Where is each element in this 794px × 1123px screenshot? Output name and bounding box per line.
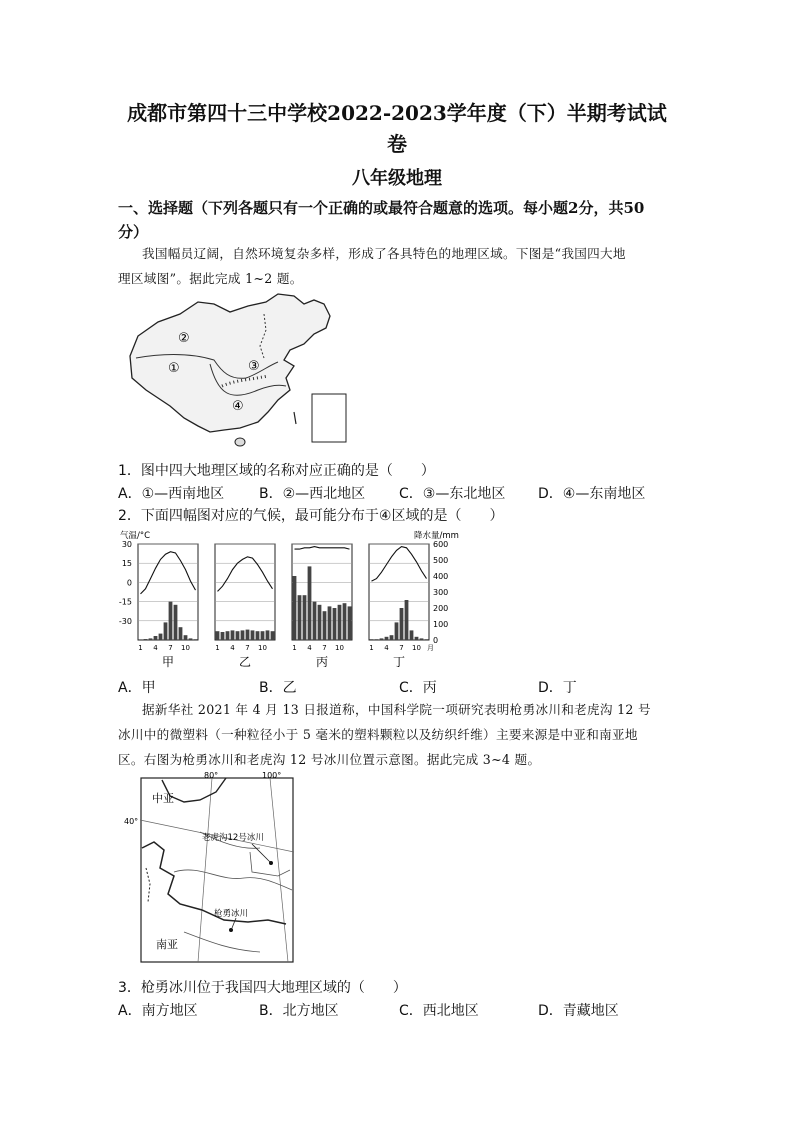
- left-tick-label: 0: [126, 578, 132, 588]
- left-axis-label: 气温/°C: [120, 531, 151, 541]
- precipitation-bar: [246, 630, 250, 640]
- q3-option-c[interactable]: C．西北地区: [399, 1003, 479, 1019]
- precipitation-bar: [144, 639, 148, 640]
- precipitation-bar: [425, 639, 429, 640]
- climate-panel: [369, 544, 434, 669]
- right-tick-label: 300: [433, 588, 449, 597]
- x-tick-label: 7: [322, 644, 327, 652]
- climate-charts: [118, 528, 464, 668]
- map1-label-2: ②: [178, 331, 190, 346]
- x-tick-label: 10: [412, 644, 421, 652]
- precipitation-bar: [370, 639, 374, 640]
- precipitation-bar: [303, 595, 307, 640]
- map2-central-asia-label: 中亚: [152, 792, 174, 805]
- map2-laohugou-marker: [269, 861, 273, 865]
- q2-option-a[interactable]: A．甲: [118, 680, 156, 696]
- precipitation-bar: [400, 608, 404, 640]
- x-tick-label: 7: [399, 644, 404, 652]
- left-tick-label: 30: [121, 540, 132, 549]
- climate-panel: [215, 544, 275, 669]
- intro2-line1: 据新华社 2021 年 4 月 13 日报道称，中国科学院一项研究表明枪勇冰川和老虎沟 12 号: [142, 702, 651, 717]
- precipitation-bar: [159, 634, 163, 640]
- precipitation-bar: [385, 637, 389, 640]
- south-china-sea-inset: [312, 394, 346, 442]
- q1-option-c[interactable]: C．③—东北地区: [399, 486, 506, 502]
- precipitation-bar: [298, 595, 302, 640]
- section-heading-line1: 一、选择题（下列各题只有一个正确的或最符合题意的选项。每小题2分，共50: [118, 199, 645, 217]
- precipitation-bar: [333, 608, 337, 640]
- precipitation-bar: [174, 605, 178, 640]
- precipitation-bar: [139, 639, 143, 640]
- x-tick-label: 4: [153, 644, 158, 652]
- precipitation-bar: [154, 636, 158, 640]
- x-unit-label: 月: [427, 644, 434, 652]
- right-tick-label: 600: [433, 540, 449, 549]
- panel-frame: [138, 544, 198, 640]
- q3-option-a[interactable]: A．南方地区: [118, 1003, 198, 1019]
- precipitation-bar: [348, 606, 352, 640]
- hainan-island: [235, 438, 245, 446]
- map2-qiangyong-marker: [229, 928, 233, 932]
- intro1-line2: 理区域图”。据此完成 1~2 题。: [118, 271, 303, 286]
- left-tick-label: -15: [118, 597, 132, 607]
- climate-panel: [292, 544, 352, 669]
- map2-lon-100: 100°: [262, 771, 282, 780]
- precipitation-bar: [221, 632, 225, 640]
- x-tick-label: 4: [307, 644, 312, 652]
- left-tick-label: 15: [121, 559, 132, 569]
- intro1-line1: 我国幅员辽阔，自然环境复杂多样，形成了各具特色的地理区域。下图是“我国四大地: [142, 246, 626, 261]
- x-tick-label: 4: [230, 644, 235, 652]
- panel-name: 乙: [238, 655, 252, 669]
- map2-lat-40: 40°: [124, 817, 139, 826]
- map2-laohugou-label: 老虎沟12号冰川: [202, 833, 264, 843]
- map2-lon-80: 80°: [204, 771, 219, 780]
- x-tick-label: 10: [258, 644, 267, 652]
- climate-panel: [138, 544, 198, 669]
- x-tick-label: 4: [384, 644, 389, 652]
- q1-option-b[interactable]: B．②—西北地区: [259, 486, 366, 502]
- precipitation-bar: [169, 602, 173, 640]
- left-tick-group: [119, 540, 132, 626]
- q1-stem: 1．图中四大地理区域的名称对应正确的是（ ）: [118, 463, 435, 479]
- x-tick-label: 1: [215, 644, 220, 652]
- q1-option-d[interactable]: D．④—东南地区: [538, 486, 646, 502]
- precipitation-bar: [308, 566, 312, 640]
- q3-stem: 3．枪勇冰川位于我国四大地理区域的（ ）: [118, 980, 407, 996]
- precipitation-bar: [189, 638, 193, 640]
- map2-south-asia-label: 南亚: [156, 938, 178, 951]
- q1-option-a[interactable]: A．①—西南地区: [118, 486, 225, 502]
- climate-panels: [138, 544, 434, 669]
- precipitation-bar: [179, 627, 183, 640]
- precipitation-bar: [405, 600, 409, 640]
- right-tick-label: 0: [433, 636, 439, 645]
- q3-option-b[interactable]: B．北方地区: [259, 1003, 339, 1019]
- precipitation-bar: [328, 606, 332, 640]
- q2-option-c[interactable]: C．丙: [399, 680, 437, 696]
- precipitation-bar: [241, 630, 245, 640]
- precipitation-bar: [410, 630, 414, 640]
- right-tick-label: 400: [433, 572, 449, 581]
- x-tick-label: 10: [335, 644, 344, 652]
- precipitation-bar: [266, 630, 270, 640]
- right-tick-label: 500: [433, 556, 449, 565]
- exam-subtitle: 八年级地理: [352, 168, 442, 189]
- exam-title-line1: 成都市第四十三中学校2022-2023学年度（下）半期考试试: [127, 101, 667, 125]
- precipitation-bar: [293, 576, 297, 640]
- precipitation-bar: [226, 631, 230, 640]
- panel-name: 丙: [315, 655, 329, 669]
- precipitation-bar: [184, 635, 188, 640]
- q2-option-d[interactable]: D．丁: [538, 680, 577, 696]
- x-tick-label: 7: [245, 644, 250, 652]
- precipitation-bar: [323, 611, 327, 640]
- precipitation-bar: [313, 602, 317, 640]
- precipitation-bar: [149, 638, 153, 640]
- panel-name: 丁: [392, 655, 406, 669]
- precipitation-bar: [194, 639, 198, 640]
- q2-stem: 2．下面四幅图对应的气候，最可能分布于④区域的是（ ）: [118, 508, 504, 524]
- precipitation-bar: [318, 605, 322, 640]
- exam-title-line2: 卷: [387, 132, 407, 156]
- x-tick-label: 10: [181, 644, 190, 652]
- precipitation-bar: [395, 622, 399, 640]
- precipitation-bar: [256, 631, 260, 640]
- q3-option-d[interactable]: D．青藏地区: [538, 1003, 619, 1019]
- precipitation-bar: [420, 638, 424, 640]
- intro2-line3: 区。右图为枪勇冰川和老虎沟 12 号冰川位置示意图。据此完成 3~4 题。: [118, 752, 541, 767]
- x-tick-label: 7: [168, 644, 173, 652]
- q2-option-b[interactable]: B．乙: [259, 680, 297, 696]
- china-regions-map: [118, 294, 358, 450]
- precipitation-bar: [338, 605, 342, 640]
- panel-name: 甲: [161, 655, 175, 669]
- right-axis-label: 降水量/mm: [414, 531, 459, 541]
- precipitation-bar: [251, 630, 255, 640]
- left-tick-label: -30: [118, 616, 132, 626]
- panel-frame: [369, 544, 429, 640]
- x-tick-label: 1: [138, 644, 143, 652]
- precipitation-bar: [390, 635, 394, 640]
- precipitation-bar: [231, 630, 235, 640]
- precipitation-bar: [380, 638, 384, 640]
- glacier-location-map: [124, 771, 294, 964]
- precipitation-bar: [216, 631, 220, 640]
- precipitation-bar: [271, 631, 275, 640]
- precipitation-bar: [375, 639, 379, 640]
- right-tick-group: [433, 540, 448, 645]
- map1-label-4: ④: [232, 399, 244, 414]
- precipitation-bar: [343, 603, 347, 640]
- x-tick-label: 1: [369, 644, 374, 652]
- precipitation-bar: [236, 631, 240, 640]
- precipitation-bar: [415, 637, 419, 640]
- map1-label-1: ①: [168, 361, 180, 376]
- right-tick-label: 200: [433, 604, 449, 613]
- intro2-line2: 冰川中的微塑料（一种粒径小于 5 毫米的塑料颗粒以及纺织纤维）主要来源是中亚和南亚地: [118, 727, 638, 742]
- section-heading-line2: 分）: [118, 223, 149, 241]
- map1-label-3: ③: [248, 359, 260, 374]
- precipitation-bar: [261, 631, 265, 640]
- map2-qiangyong-label: 枪勇冰川: [214, 909, 249, 919]
- right-tick-label: 100: [433, 620, 449, 629]
- precipitation-bar: [164, 622, 168, 640]
- x-tick-label: 1: [292, 644, 297, 652]
